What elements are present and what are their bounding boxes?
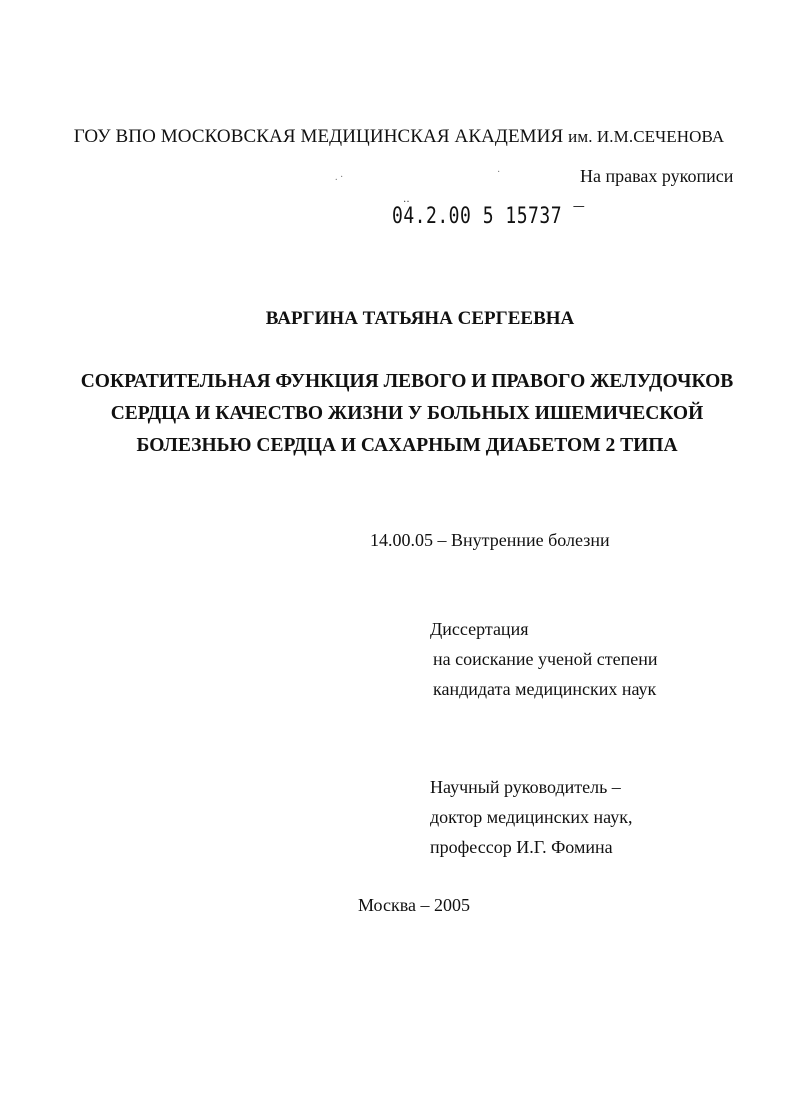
supervisor-line-1: Научный руководитель – (430, 777, 621, 797)
supervisor-info (430, 772, 632, 862)
stamp-mark: ‥ (403, 194, 410, 205)
registration-stamp (392, 203, 585, 229)
institution-tail: им. И.М.СЕЧЕНОВА (568, 127, 725, 146)
stamp-dash: ‾ (562, 203, 585, 230)
title-line-3: БОЛЕЗНЬЮ СЕРДЦА И САХАРНЫМ ДИАБЕТОМ 2 ТИПА (136, 435, 678, 456)
supervisor-line-2: доктор медицинских наук, (430, 807, 633, 827)
dissertation-line-1: Диссертация (430, 619, 529, 639)
title-line-2: СЕРДЦА И КАЧЕСТВО ЖИЗНИ У БОЛЬНЫХ ИШЕМИЧЕСКОЙ (110, 403, 704, 424)
dissertation-info (430, 614, 658, 704)
specialty-code: 14.00.05 – Внутренние болезни (370, 530, 610, 550)
supervisor-line-3: профессор И.Г. Фомина (430, 837, 613, 857)
stamp-code: 04.2.00 5 15737 (392, 203, 563, 230)
scan-speck: · (497, 167, 501, 178)
institution-main: ГОУ ВПО МОСКОВСКАЯ МЕДИЦИНСКАЯ АКАДЕМИЯ (73, 126, 564, 147)
dissertation-line-2: на соискание ученой степени (433, 649, 658, 669)
dissertation-line-3: кандидата медицинских наук (433, 679, 657, 699)
title-line-1: СОКРАТИТЕЛЬНАЯ ФУНКЦИЯ ЛЕВОГО И ПРАВОГО ЖЕЛУДОЧКОВ (80, 371, 734, 392)
scan-speck: . · (335, 172, 344, 183)
institution-name (0, 126, 798, 148)
author-name: ВАРГИНА ТАТЬЯНА СЕРГЕЕВНА (265, 308, 575, 329)
city-year: Москва – 2005 (358, 895, 470, 915)
dissertation-title (0, 366, 798, 462)
rights-note: На правах рукописи (580, 166, 734, 186)
